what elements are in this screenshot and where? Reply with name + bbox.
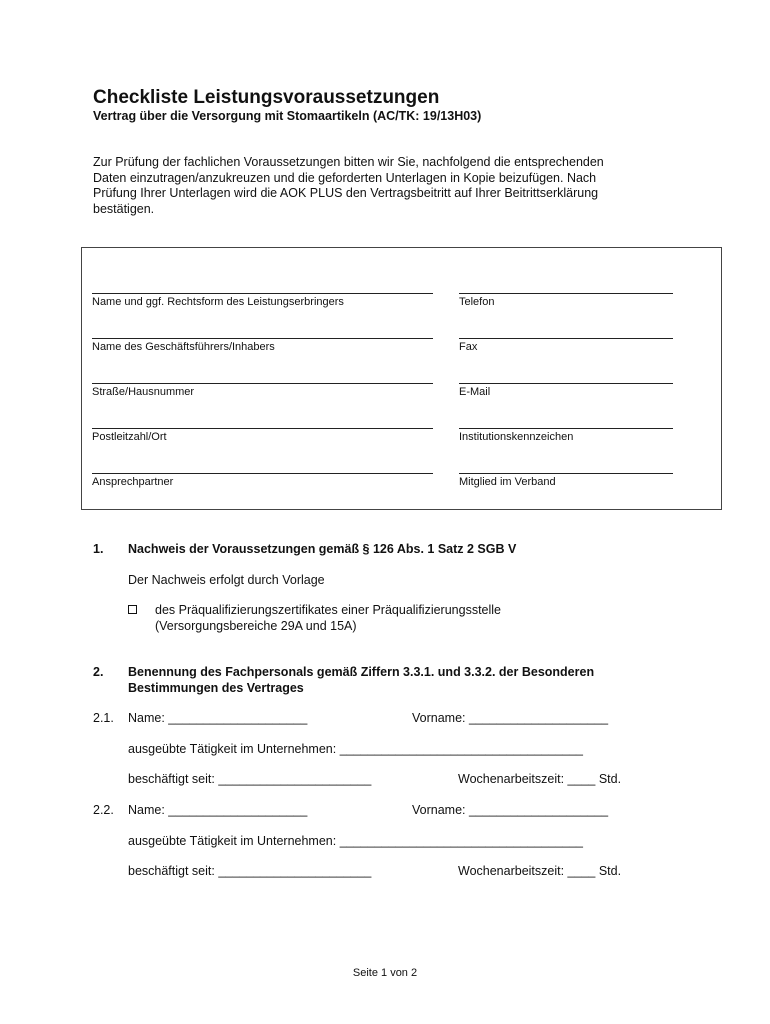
contact-person-field[interactable] bbox=[92, 473, 433, 474]
intro-line: Prüfung Ihrer Unterlagen wird die AOK PLUS den Vertragsbeitritt auf Ihrer Beitrittserklärung bbox=[93, 186, 599, 200]
fax-field[interactable] bbox=[459, 338, 673, 339]
email-field[interactable] bbox=[459, 383, 673, 384]
weekly-hours-field[interactable]: Wochenarbeitszeit: ____ Std. bbox=[458, 772, 622, 786]
street-label: Straße/Hausnummer bbox=[92, 386, 195, 398]
manager-name-field[interactable] bbox=[92, 338, 433, 339]
institution-code-field[interactable] bbox=[459, 428, 673, 429]
employed-since-field[interactable]: beschäftigt seit: ______________________ bbox=[128, 864, 372, 878]
checkbox-label-line1: des Präqualifizierungszertifikates einer Präqualifizierungsstelle bbox=[155, 603, 502, 617]
vorname-field[interactable]: Vorname: ____________________ bbox=[412, 803, 609, 817]
fax-label: Fax bbox=[459, 341, 478, 353]
association-label: Mitglied im Verband bbox=[459, 476, 556, 488]
checkbox-label-line2: (Versorgungsbereiche 29A und 15A) bbox=[155, 619, 357, 633]
intro-line: Daten einzutragen/anzukreuzen und die geforderten Unterlagen in Kopie beizufügen. Nach bbox=[93, 170, 597, 185]
employed-since-field[interactable]: beschäftigt seit: ______________________ bbox=[128, 772, 372, 786]
section1-text: Der Nachweis erfolgt durch Vorlage bbox=[128, 573, 325, 587]
street-field[interactable] bbox=[92, 383, 433, 384]
association-field[interactable] bbox=[459, 473, 673, 474]
entry-number: 2.2. bbox=[93, 803, 114, 817]
email-label: E-Mail bbox=[459, 386, 491, 398]
intro-line: bestätigen. bbox=[93, 201, 155, 216]
name-field[interactable]: Name: ____________________ bbox=[128, 803, 308, 817]
document-subtitle: Vertrag über die Versorgung mit Stomaartikeln (AC/TK: 19/13H03) bbox=[93, 109, 482, 123]
section2-heading-line1: Benennung des Fachpersonals gemäß Ziffern 3.3.1. und 3.3.2. der Besonderen bbox=[128, 665, 595, 679]
weekly-hours-field[interactable]: Wochenarbeitszeit: ____ Std. bbox=[458, 864, 622, 878]
activity-field[interactable]: ausgeübte Tätigkeit im Unternehmen: ___________________________________ bbox=[128, 834, 584, 848]
postal-city-field[interactable] bbox=[92, 428, 433, 429]
intro-line: Zur Prüfung der fachlichen Voraussetzungen bitten wir Sie, nachfolgend die entsprechenden bbox=[93, 155, 604, 169]
name-field[interactable]: Name: ____________________ bbox=[128, 711, 308, 725]
activity-field[interactable]: ausgeübte Tätigkeit im Unternehmen: ___________________________________ bbox=[128, 742, 584, 756]
entry-number: 2.1. bbox=[93, 711, 114, 725]
page-number: Seite 1 von 2 bbox=[352, 967, 418, 979]
postal-city-label: Postleitzahl/Ort bbox=[92, 431, 167, 443]
manager-name-label: Name des Geschäftsführers/Inhabers bbox=[92, 341, 275, 353]
intro-paragraph bbox=[93, 155, 693, 217]
provider-name-label: Name und ggf. Rechtsform des Leistungserbringers bbox=[92, 296, 344, 308]
section1-number: 1. bbox=[93, 542, 104, 556]
document-title: Checkliste Leistungsvoraussetzungen bbox=[93, 87, 440, 108]
phone-label: Telefon bbox=[459, 296, 495, 308]
section1-heading: Nachweis der Voraussetzungen gemäß § 126 Abs. 1 Satz 2 SGB V bbox=[128, 542, 517, 556]
phone-field[interactable] bbox=[459, 293, 673, 294]
provider-info-box bbox=[81, 247, 722, 510]
contact-person-label: Ansprechpartner bbox=[92, 476, 174, 488]
prequalification-checkbox[interactable] bbox=[128, 605, 137, 614]
vorname-field[interactable]: Vorname: ____________________ bbox=[412, 711, 609, 725]
institution-code-label: Institutionskennzeichen bbox=[459, 431, 574, 443]
section2-number: 2. bbox=[93, 665, 104, 679]
provider-name-field[interactable] bbox=[92, 293, 433, 294]
section2-heading-line2: Bestimmungen des Vertrages bbox=[128, 681, 304, 695]
